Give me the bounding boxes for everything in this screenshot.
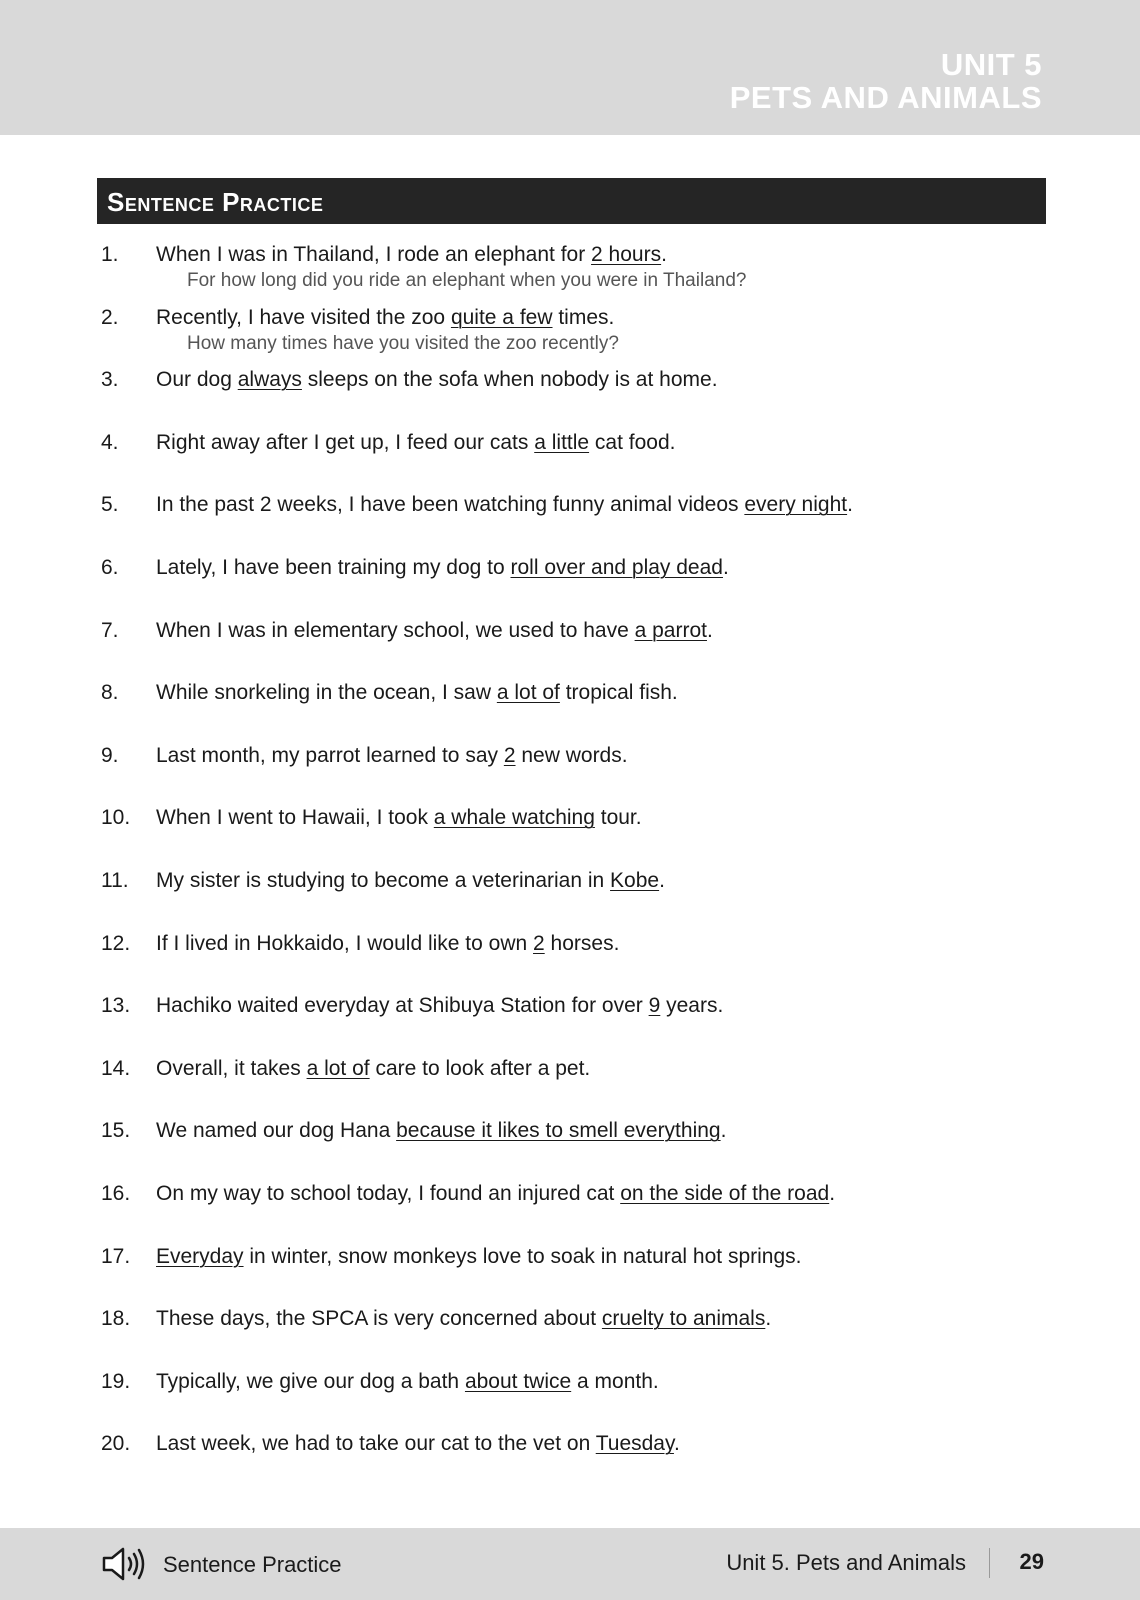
sentence-text <box>156 618 713 644</box>
underlined-phrase: about twice <box>464 1369 572 1393</box>
sentence-text <box>156 305 614 331</box>
item-number: 15. <box>101 1119 131 1143</box>
item-number: 6. <box>101 556 119 579</box>
list-item <box>0 305 1140 365</box>
item-number: 14. <box>101 1056 131 1080</box>
sentence-fragment: Last week, we had to take our cat to the vet on <box>156 1432 596 1456</box>
sentence-text <box>156 1118 726 1144</box>
sentence-fragment: Last month, my parrot learned to say <box>156 743 504 767</box>
list-item <box>0 242 1140 302</box>
sentence-fragment: . <box>661 243 667 266</box>
sentence-fragment: Typically, we give our dog a bath <box>156 1369 465 1393</box>
underlined-phrase: on the side of the road <box>620 1182 830 1205</box>
list-item <box>0 1118 1140 1178</box>
footer-section-label: Sentence Practice <box>163 1552 342 1577</box>
underlined-phrase: a lot of <box>496 681 560 705</box>
sentence-text <box>156 367 718 393</box>
sentence-fragment: These days, the SPCA is very concerned about <box>156 1307 602 1331</box>
unit-title <box>730 48 1042 114</box>
underlined-phrase: a parrot <box>634 618 707 642</box>
list-item <box>0 743 1140 803</box>
sentence-fragment: When I was in elementary school, we used to have <box>156 618 635 642</box>
sentence-text <box>156 743 628 769</box>
sentence-text <box>156 1306 771 1332</box>
underlined-phrase: 9 <box>648 994 661 1018</box>
sentence-fragment: years. <box>660 994 724 1018</box>
question-prompt: For how long did you ride an elephant when you were in Thailand? <box>187 270 747 291</box>
list-item <box>0 618 1140 678</box>
sentence-fragment: sleeps on the sofa when nobody is at home. <box>301 368 718 392</box>
sentence-fragment: Right away after I get up, I feed our cats <box>156 430 535 454</box>
sentence-fragment: . <box>829 1182 836 1205</box>
item-number: 13. <box>101 994 131 1018</box>
underlined-phrase: because it likes to smell everything <box>396 1119 721 1143</box>
item-number: 8. <box>101 681 119 705</box>
item-number: 1. <box>101 243 119 266</box>
sentence-fragment: On my way to school today, I found an injured cat <box>156 1182 621 1205</box>
section-header-bar <box>97 178 1046 224</box>
sentence-fragment: horses. <box>544 931 620 955</box>
list-item <box>0 805 1140 865</box>
underlined-phrase: a little <box>534 430 590 454</box>
speaker-icon[interactable] <box>101 1544 149 1584</box>
item-number: 11. <box>101 869 129 892</box>
item-number: 19. <box>101 1369 131 1393</box>
underlined-phrase: a lot of <box>306 1056 370 1080</box>
sentence-fragment: care to look after a pet. <box>369 1056 591 1080</box>
sentence-fragment: . <box>720 1119 727 1143</box>
item-number: 2. <box>101 305 119 329</box>
sentence-fragment: . <box>722 556 729 579</box>
item-number: 16. <box>101 1182 131 1205</box>
underlined-phrase: 2 <box>503 743 516 767</box>
sentence-fragment: tour. <box>594 806 642 830</box>
sentence-text <box>156 430 675 456</box>
sentence-fragment: Overall, it takes <box>156 1056 307 1080</box>
unit-number: UNIT 5 <box>940 47 1042 82</box>
unit-topic: PETS AND ANIMALS <box>729 80 1042 115</box>
underlined-phrase: cruelty to animals <box>601 1307 766 1331</box>
sentence-fragment: Lately, I have been training my dog to <box>156 556 511 579</box>
sentence-text <box>156 1244 802 1270</box>
list-item <box>0 555 1140 615</box>
sentence-fragment: a month. <box>571 1369 659 1393</box>
sentence-fragment: While snorkeling in the ocean, I saw <box>156 681 497 705</box>
sentence-text <box>156 1056 590 1082</box>
list-item <box>0 1431 1140 1491</box>
sentence-fragment: new words. <box>515 743 628 767</box>
list-item <box>0 1181 1140 1241</box>
item-number: 17. <box>101 1244 131 1268</box>
underlined-phrase: every night <box>744 493 848 517</box>
sentence-fragment: cat food. <box>589 430 676 454</box>
section-title: Sentence Practice <box>107 187 324 217</box>
question-prompt: How many times have you visited the zoo recently? <box>187 332 619 354</box>
sentence-fragment: Hachiko waited everyday at Shibuya Station for over <box>156 994 649 1018</box>
underlined-phrase: Kobe <box>610 869 660 892</box>
underlined-phrase: always <box>237 368 302 392</box>
sentence-fragment: in winter, snow monkeys love to soak in natural hot springs. <box>243 1244 802 1268</box>
list-item <box>0 1369 1140 1429</box>
sentence-fragment: When I was in Thailand, I rode an elephant for <box>156 243 592 266</box>
sentence-fragment: We named our dog Hana <box>156 1119 397 1143</box>
sentence-text <box>156 555 729 581</box>
sentence-text <box>156 931 619 957</box>
sentence-fragment: My sister is studying to become a veterinarian in <box>156 869 611 892</box>
item-number: 4. <box>101 430 119 454</box>
sentence-text <box>156 1431 680 1457</box>
sentence-text <box>156 805 642 831</box>
sentence-fragment: In the past 2 weeks, I have been watching funny animal videos <box>156 493 745 517</box>
underlined-phrase: 2 <box>533 931 545 955</box>
underlined-phrase: Tuesday <box>595 1432 674 1456</box>
underlined-phrase: roll over and play dead <box>510 556 723 579</box>
list-item <box>0 680 1140 740</box>
sentence-text <box>156 1181 835 1207</box>
item-number: 5. <box>101 493 119 517</box>
sentence-fragment: . <box>673 1432 680 1456</box>
sentence-fragment: . <box>706 618 713 642</box>
list-item <box>0 1056 1140 1116</box>
item-number: 9. <box>101 743 119 767</box>
item-number: 12. <box>101 931 131 955</box>
sentence-fragment: . <box>847 493 853 517</box>
item-number: 7. <box>101 618 119 642</box>
sentence-fragment: When I went to Hawaii, I took <box>156 806 434 830</box>
sentence-text <box>156 242 667 268</box>
page-number: 29 <box>1019 1549 1044 1574</box>
sentence-text <box>156 993 723 1019</box>
sentence-text <box>156 1369 659 1395</box>
sentence-fragment: Recently, I have visited the zoo <box>156 305 451 329</box>
sentence-text <box>156 680 678 706</box>
item-number: 10. <box>101 806 131 830</box>
underlined-phrase: Everyday <box>156 1244 244 1268</box>
footer-divider <box>989 1548 990 1578</box>
list-item <box>0 430 1140 490</box>
item-number: 18. <box>101 1307 131 1331</box>
list-item <box>0 868 1140 928</box>
footer-unit-label: Unit 5. Pets and Animals <box>726 1550 966 1575</box>
list-item <box>0 993 1140 1053</box>
list-item <box>0 1306 1140 1366</box>
sentence-fragment: If I lived in Hokkaido, I would like to own <box>156 931 534 955</box>
sentence-fragment: . <box>765 1307 772 1331</box>
list-item <box>0 492 1140 552</box>
sentence-fragment: . <box>659 869 665 892</box>
header-band <box>0 0 1140 135</box>
sentence-fragment: Our dog <box>156 368 238 392</box>
underlined-phrase: 2 hours <box>591 243 662 266</box>
sentence-text <box>156 868 665 894</box>
item-number: 20. <box>101 1432 131 1456</box>
list-item <box>0 931 1140 991</box>
sentence-text <box>156 492 853 518</box>
list-item <box>0 1244 1140 1304</box>
sentence-fragment: times. <box>552 305 615 329</box>
footer-band <box>0 1528 1140 1600</box>
underlined-phrase: a whale watching <box>433 806 595 830</box>
list-item <box>0 367 1140 427</box>
underlined-phrase: quite a few <box>450 305 553 329</box>
item-number: 3. <box>101 368 119 392</box>
sentence-fragment: tropical fish. <box>559 681 678 705</box>
